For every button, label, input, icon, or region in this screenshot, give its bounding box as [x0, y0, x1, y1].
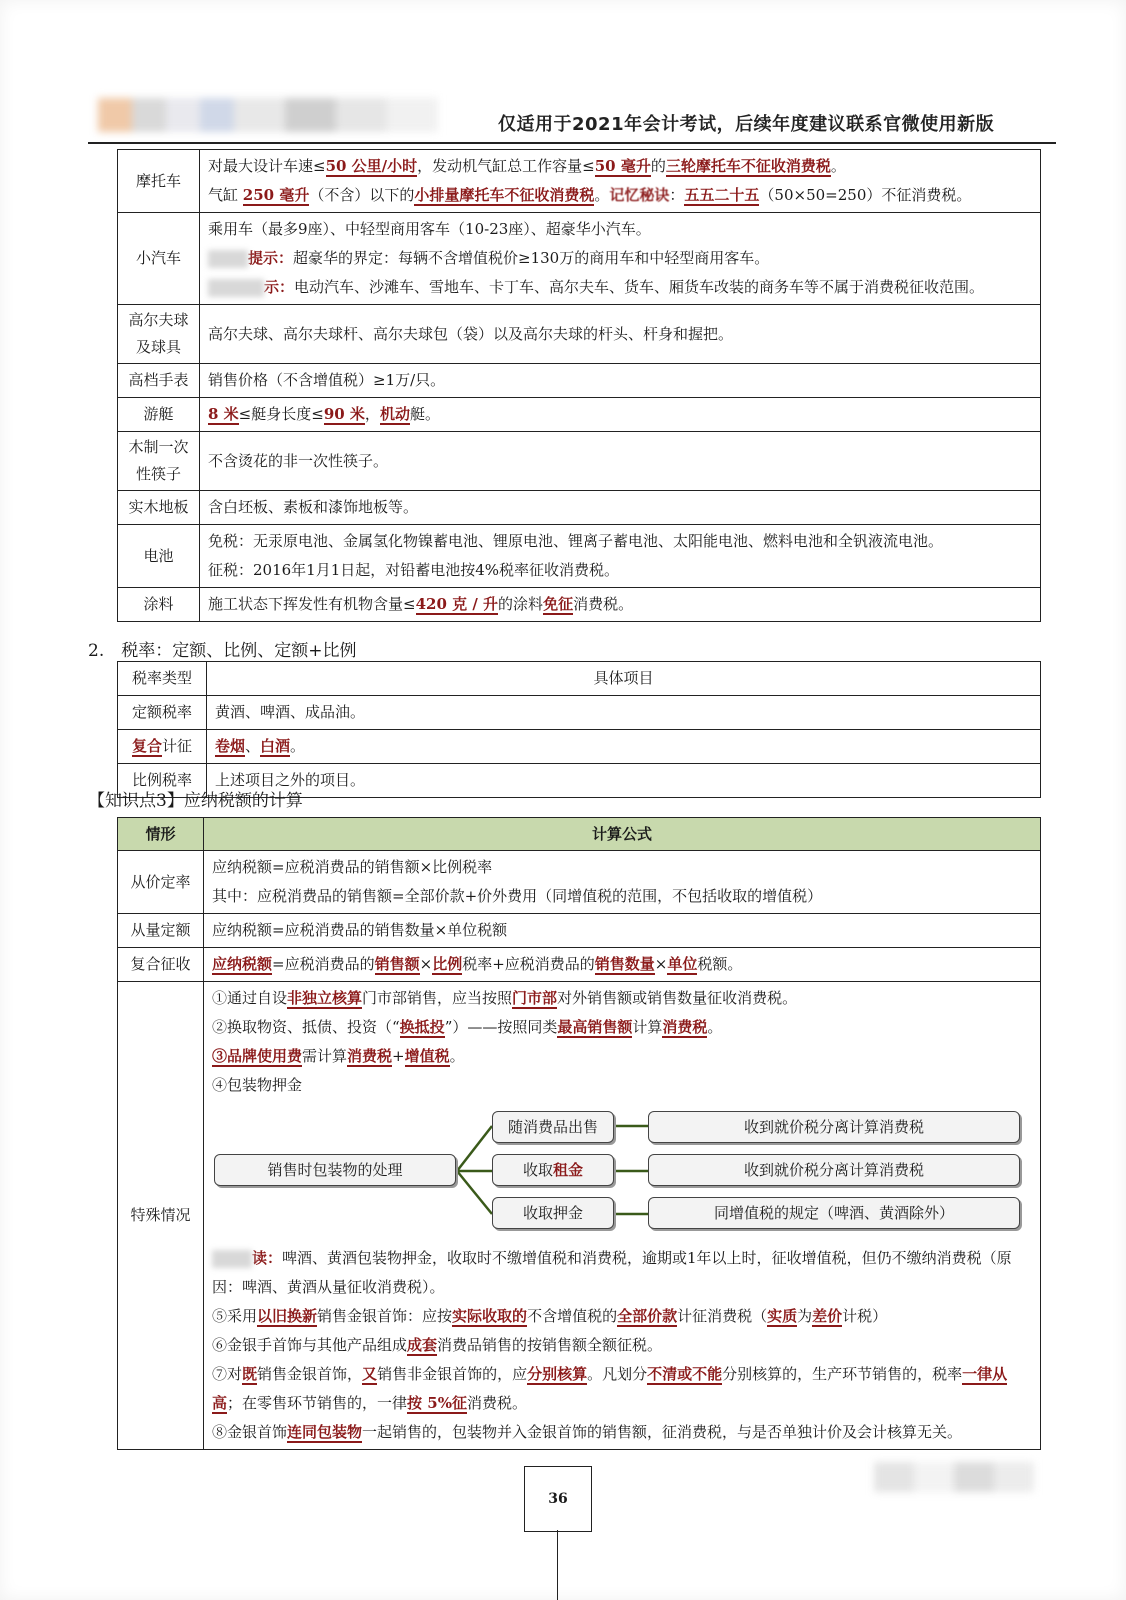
row-description: 上述项目之外的项目。 [207, 764, 1041, 798]
column-header: 具体项目 [207, 662, 1041, 696]
table-row [118, 432, 1041, 491]
tax-rate-table [117, 661, 1041, 798]
blurred-logo [98, 98, 438, 132]
table-row [118, 982, 1041, 1450]
row-description: 含白坯板、素板和漆饰地板等。 [200, 491, 1041, 525]
row-category: 从价定率 [118, 851, 204, 914]
table-header-row [118, 662, 1041, 696]
table-header-row [118, 818, 1041, 851]
header-notice: 仅适用于2021年会计考试，后续年度建议联系官微使用新版 [498, 114, 995, 135]
table-row [118, 491, 1041, 525]
table-row [118, 730, 1041, 764]
diagram-outcome-box: 收到就价税分离计算消费税 [648, 1154, 1020, 1186]
table-row [118, 213, 1041, 305]
row-description: 不含烫花的非一次性筷子。 [200, 432, 1041, 491]
row-description: 免税：无汞原电池、金属氢化物镍蓄电池、锂原电池、锂离子蓄电池、太阳能电池、燃料电池和全钒液流电池。 征税：2016年1月1日起，对铅蓄电池按4%税率征收消费税。 [200, 525, 1041, 588]
row-category: 木制一次性筷子 [118, 432, 200, 491]
blurred-label [208, 279, 264, 297]
diagram-deposit-box: 收取押金 [492, 1197, 614, 1229]
section-title-tax-rate: 2. 税率：定额、比例、定额+比例 [88, 641, 357, 661]
blurred-watermark [874, 1462, 1034, 1492]
blurred-label [212, 1250, 252, 1268]
row-category: 高尔夫球及球具 [118, 305, 200, 364]
row-description: 乘用车（最多9座）、中轻型商用客车（10-23座）、超豪华小汽车。 提示：超豪华的界定：每辆不含增值税价≥130万的商用车和中轻型商用客车。 示：电动汽车、沙滩车、雪地车、卡丁车、高尔夫车、货车、厢货车改装的商务车等不属于消费税征收范围。 [200, 213, 1041, 305]
diagram-rent-box: 收取租金 [492, 1154, 614, 1186]
footer-line [557, 1530, 558, 1600]
diagram-sold-with-goods-box: 随消费品出售 [492, 1111, 614, 1143]
row-category: 小汽车 [118, 213, 200, 305]
table-row [118, 696, 1041, 730]
table-row [118, 914, 1041, 948]
column-header: 税率类型 [118, 662, 207, 696]
table-row [118, 398, 1041, 432]
row-category: 定额税率 [118, 696, 207, 730]
tax-calculation-table [117, 817, 1041, 1450]
row-category: 高档手表 [118, 364, 200, 398]
blurred-label [208, 250, 248, 268]
table-row [118, 588, 1041, 622]
taxable-items-table [117, 149, 1041, 622]
column-header: 计算公式 [204, 818, 1041, 851]
row-description: 应纳税额=应税消费品的销售额×比例税率 其中：应税消费品的销售额=全部价款+价外费用（同增值税的范围，不包括收取的增值税） [204, 851, 1041, 914]
table-row [118, 525, 1041, 588]
table-row [118, 851, 1041, 914]
packaging-deposit-diagram [212, 1106, 1032, 1236]
row-category: 摩托车 [118, 150, 200, 213]
row-category: 特殊情况 [118, 982, 204, 1450]
section-title-knowledge-point-3: 【知识点3】应纳税额的计算 [88, 791, 303, 811]
row-description: 对最大设计车速≤50 公里/小时，发动机气缸总工作容量≤50 毫升的三轮摩托车不征收消费税。 气缸 250 毫升（不含）以下的小排量摩托车不征收消费税。记忆秘诀：五五二十五（50×50=250）不征消费税。 [200, 150, 1041, 213]
row-description: 8 米≤艇身长度≤90 米，机动艇。 [200, 398, 1041, 432]
row-category: 游艇 [118, 398, 200, 432]
header-rule [88, 142, 1056, 144]
table-row [118, 364, 1041, 398]
row-category: 比例税率 [118, 764, 207, 798]
row-category: 复合征收 [118, 948, 204, 982]
row-description: ①通过自设非独立核算门市部销售，应当按照门市部对外销售额或销售数量征收消费税。 ②换取物资、抵债、投资（“换抵投”）——按照同类最高销售额计算消费税。 ③品牌使用费需计算消费税+增值税。 ④包装物押金 销售时包装物的处理 随消费品出售 收取租金 收取押金 收到就价税分离计算消费税 收到就价税分离计算消费税 同增值税的规定（啤酒、黄酒除外） 读：啤酒、黄酒包装物押金，收取时不缴增值税和消费税，逾期或1年以上时，征收增值税，但仍不缴纳消费税（原因：啤酒、黄酒从量征收消费税）。 ⑤采用以旧换新销售金银首饰：应按实际收取的不含增值税的全部价款计征消费税（实质为差价计税） ⑥金银手首饰与其他产品组成成套消费品销售的按销售额全额征税。 ⑦对既销售金银首饰，又销售非金银首饰的，应分别核算。凡划分不清或不能分别核算的，生产环节销售的，税率一律从高；在零售环节销售的，一律按 5%征消费税。 ⑧金银首饰连同包装物一起销售的，包装物并入金银首饰的销售额，征消费税，与是否单独计价及会计核算无关。 [204, 982, 1041, 1450]
row-description: 黄酒、啤酒、成品油。 [207, 696, 1041, 730]
table-row [118, 948, 1041, 982]
page-number: 36 [524, 1466, 592, 1532]
row-description: 应纳税额=应税消费品的销售数量×单位税额 [204, 914, 1041, 948]
diagram-root-box: 销售时包装物的处理 [214, 1154, 456, 1186]
row-category: 复合计征 [118, 730, 207, 764]
row-description: 销售价格（不含增值税）≥1万/只。 [200, 364, 1041, 398]
row-description: 应纳税额=应税消费品的销售额×比例税率+应税消费品的销售数量×单位税额。 [204, 948, 1041, 982]
table-row [118, 305, 1041, 364]
diagram-outcome-box: 同增值税的规定（啤酒、黄酒除外） [648, 1197, 1020, 1229]
row-category: 实木地板 [118, 491, 200, 525]
column-header: 情形 [118, 818, 204, 851]
diagram-outcome-box: 收到就价税分离计算消费税 [648, 1111, 1020, 1143]
row-category: 涂料 [118, 588, 200, 622]
row-description: 高尔夫球、高尔夫球杆、高尔夫球包（袋）以及高尔夫球的杆头、杆身和握把。 [200, 305, 1041, 364]
row-description: 施工状态下挥发性有机物含量≤420 克 / 升的涂料免征消费税。 [200, 588, 1041, 622]
row-description: 卷烟、白酒。 [207, 730, 1041, 764]
table-row [118, 150, 1041, 213]
row-category: 从量定额 [118, 914, 204, 948]
row-category: 电池 [118, 525, 200, 588]
